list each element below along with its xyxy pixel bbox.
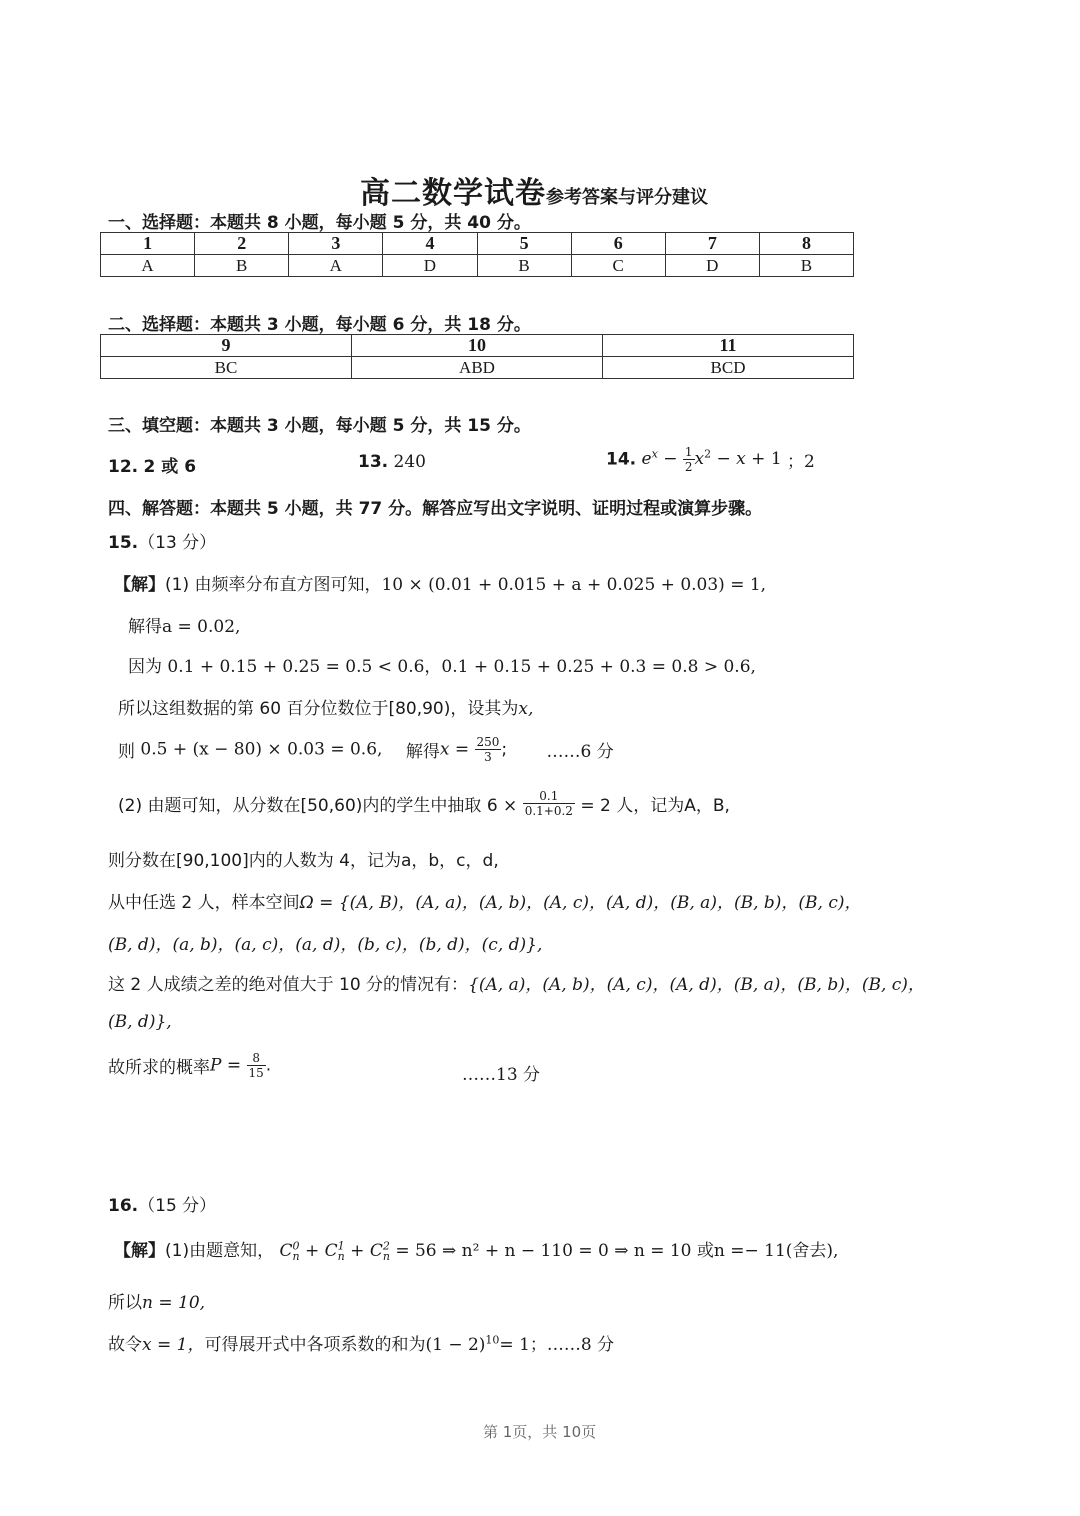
table-row bbox=[101, 335, 854, 357]
table-cell: C bbox=[571, 255, 665, 277]
math: 0.5 + (x − 80) × 0.03 = 0.6, bbox=[140, 739, 383, 760]
solution-tag: 【解】 bbox=[114, 575, 165, 595]
q12-label: 12. bbox=[108, 457, 139, 477]
q15-score-13: ……13 分 bbox=[462, 1065, 541, 1085]
math: (B, d)}, bbox=[108, 1012, 172, 1032]
text: (2) 由题可知，从分数在[50,60)内的学生中抽取 6 × bbox=[118, 796, 518, 816]
section1-answer-table bbox=[100, 232, 854, 277]
section3-heading: 三、填空题：本题共 3 小题，每小题 5 分，共 15 分。 bbox=[108, 416, 531, 436]
math: P = bbox=[210, 1055, 242, 1076]
q15-label: 15. bbox=[108, 533, 139, 553]
text: 所以这组数据的第 60 百分位数位于[80,90)，设其为 bbox=[118, 699, 519, 719]
q16-line-2 bbox=[108, 1288, 205, 1313]
table-cell: BC bbox=[101, 357, 352, 379]
title-main: 高二数学试卷 bbox=[360, 176, 546, 211]
fraction bbox=[475, 736, 502, 763]
math: Ω = {(A, B)，(A, a)，(A, b)，(A, c)，(A, d)，(B, a)，(B, b)，(B, c)， bbox=[299, 893, 862, 913]
table-cell: 3 bbox=[289, 233, 383, 255]
denominator: 3 bbox=[484, 750, 492, 764]
math: ; bbox=[501, 739, 508, 760]
table-cell: 9 bbox=[101, 335, 352, 357]
table-cell: B bbox=[477, 255, 571, 277]
q15-line-5 bbox=[118, 736, 614, 763]
title-sub: 参考答案与评分建议 bbox=[546, 187, 708, 208]
fraction bbox=[523, 790, 575, 817]
q15-line-4 bbox=[118, 694, 533, 719]
score-note: ……6 分 bbox=[546, 742, 614, 762]
table-cell: ABD bbox=[352, 357, 603, 379]
numerator: 8 bbox=[247, 1052, 266, 1066]
q15-line-12 bbox=[108, 1052, 271, 1079]
math: x = 1， bbox=[142, 1335, 205, 1355]
text: 则 bbox=[118, 742, 135, 762]
text: 故所求的概率 bbox=[108, 1058, 210, 1078]
text: 这 2 人成绩之差的绝对值大于 10 分的情况有： bbox=[108, 975, 469, 995]
table-cell: 1 bbox=[101, 233, 195, 255]
math: a = 0.02, bbox=[162, 617, 241, 637]
math: x, bbox=[518, 699, 534, 719]
math: = 1；……8 分 bbox=[499, 1335, 615, 1355]
text: (1) 由频率分布直方图可知， bbox=[165, 575, 382, 595]
q16-line-1 bbox=[114, 1236, 838, 1263]
q13-answer bbox=[358, 452, 426, 472]
table-cell: 8 bbox=[759, 233, 853, 255]
table-cell: A bbox=[101, 255, 195, 277]
math: n = 10, bbox=[142, 1293, 206, 1313]
q14-answer bbox=[606, 446, 815, 473]
q13-label: 13. bbox=[358, 452, 389, 472]
table-row bbox=[101, 255, 854, 277]
text: (1)由题意知， bbox=[165, 1241, 275, 1261]
q16-label: 16. bbox=[108, 1196, 139, 1216]
q15-line-1 bbox=[114, 570, 766, 595]
math: 0.1 + 0.15 + 0.25 = 0.5 < 0.6，0.1 + 0.15 + 0.25 + 0.3 = 0.8 > 0.6, bbox=[167, 657, 756, 677]
table-cell: D bbox=[383, 255, 477, 277]
text: 则分数在[90,100]内的人数为 4，记为a，b，c，d, bbox=[108, 851, 499, 871]
q14-label: 14. bbox=[606, 449, 637, 470]
table-cell: D bbox=[665, 255, 759, 277]
table-row bbox=[101, 357, 854, 379]
text: = 2 人，记为A，B, bbox=[580, 796, 730, 816]
page-title bbox=[360, 168, 708, 212]
q16-line-3 bbox=[108, 1330, 614, 1355]
section4-heading: 四、解答题：本题共 5 小题，共 77 分。解答应写出文字说明、证明过程或演算步骤。 bbox=[108, 499, 763, 519]
math: = 56 ⇒ n² + n − 110 = 0 ⇒ n = 10 或n =− 11(舍去), bbox=[395, 1241, 839, 1261]
table-cell: 11 bbox=[603, 335, 854, 357]
text: 解得 bbox=[405, 742, 440, 762]
q15-line-8 bbox=[108, 888, 861, 913]
section2-answer-table bbox=[100, 334, 854, 379]
text: 所以 bbox=[108, 1293, 142, 1313]
math: . bbox=[265, 1055, 272, 1076]
q15-line-9 bbox=[108, 930, 542, 955]
q16-header bbox=[108, 1191, 216, 1216]
combination-sum: $C^0_n + C^1_n + C^2_n$ bbox=[279, 1239, 390, 1264]
page-footer: 第 1页，共 10页 bbox=[483, 1423, 597, 1441]
q16-points: （15 分） bbox=[138, 1196, 217, 1216]
text: 从中任选 2 人，样本空间 bbox=[108, 893, 300, 913]
denominator: 0.1+0.2 bbox=[524, 804, 573, 818]
table-cell: 7 bbox=[665, 233, 759, 255]
math: x = bbox=[439, 739, 470, 760]
table-cell: 5 bbox=[477, 233, 571, 255]
numerator: 250 bbox=[476, 735, 500, 749]
table-cell: 2 bbox=[195, 233, 289, 255]
q15-line-7 bbox=[108, 846, 499, 871]
q12-answer bbox=[108, 452, 196, 477]
q15-line-10 bbox=[108, 970, 925, 995]
math: {(A, a)，(A, b)，(A, c)，(A, d)，(B, a)，(B, b)，(B, c)， bbox=[468, 975, 925, 995]
math: (B, d)，(a, b)，(a, c)，(a, d)，(b, c)，(b, d)，(c, d)}, bbox=[108, 935, 543, 955]
section1-heading: 一、选择题：本题共 8 小题，每小题 5 分，共 40 分。 bbox=[108, 213, 531, 233]
q15-line-3 bbox=[128, 652, 756, 677]
q15-header bbox=[108, 528, 216, 553]
q15-line-11 bbox=[108, 1012, 172, 1032]
exponent: 10 bbox=[485, 1333, 500, 1347]
text: 解得 bbox=[128, 617, 162, 637]
text: 可得展开式中各项系数的和为 bbox=[204, 1335, 426, 1355]
math: 10 × (0.01 + 0.015 + a + 0.025 + 0.03) = 1, bbox=[381, 575, 767, 595]
text: 因为 bbox=[128, 657, 162, 677]
q14-expression: $e^x$ − $\frac{1}{2}$ $x^2 - x + 1$ bbox=[641, 445, 788, 474]
q15-line-2 bbox=[128, 612, 240, 637]
denominator: 15 bbox=[248, 1066, 264, 1080]
math: (1 − 2) bbox=[425, 1335, 486, 1355]
fraction bbox=[247, 1052, 266, 1079]
table-cell: 6 bbox=[571, 233, 665, 255]
table-cell: 10 bbox=[352, 335, 603, 357]
q15-points: （13 分） bbox=[138, 533, 217, 553]
numerator: 0.1 bbox=[523, 790, 575, 804]
q13-value: 240 bbox=[393, 452, 426, 472]
table-row bbox=[101, 233, 854, 255]
section2-heading: 二、选择题：本题共 3 小题，每小题 6 分，共 18 分。 bbox=[108, 315, 531, 335]
table-cell: B bbox=[759, 255, 853, 277]
table-cell: A bbox=[289, 255, 383, 277]
table-cell: B bbox=[195, 255, 289, 277]
q15-line-6 bbox=[118, 790, 730, 817]
table-cell: 4 bbox=[383, 233, 477, 255]
text: 故令 bbox=[108, 1335, 142, 1355]
table-cell: BCD bbox=[603, 357, 854, 379]
q12-value: 2 或 6 bbox=[143, 457, 197, 477]
q14-tail: ；2 bbox=[787, 452, 815, 472]
solution-tag: 【解】 bbox=[114, 1241, 165, 1261]
